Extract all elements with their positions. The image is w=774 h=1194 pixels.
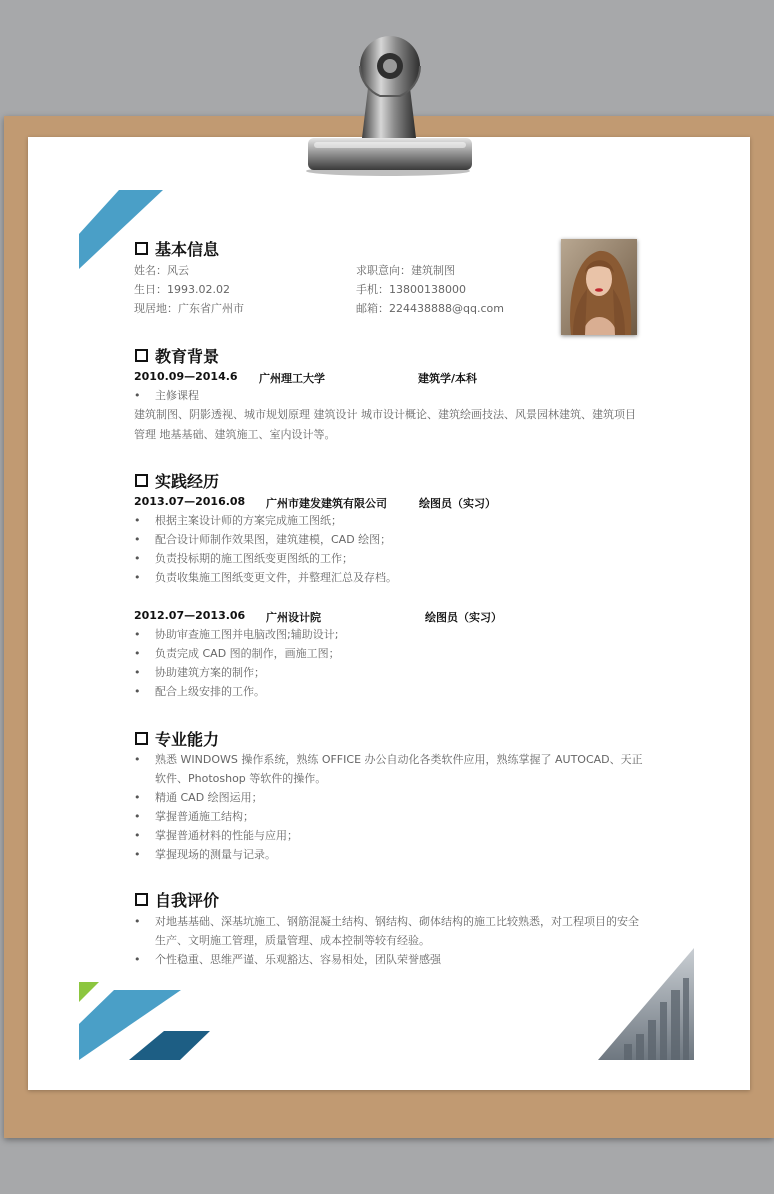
list-item: • 根据主案设计师的方案完成施工图纸； [134, 511, 397, 530]
list-item: • 掌握普通施工结构； [134, 807, 643, 826]
skills-list [134, 750, 643, 864]
section-skills-title: 专业能力 [135, 727, 219, 750]
section-practice-title: 实践经历 [135, 469, 219, 492]
phone-text: 手机：13800138000 [356, 283, 466, 296]
list-item: • 协助建筑方案的制作； [134, 663, 340, 682]
email-text: 邮箱：224438888@qq.com [356, 302, 504, 315]
job1-role: 绘图员（实习） [419, 497, 496, 510]
section-self-title: 自我评价 [135, 888, 219, 911]
job2-duties [134, 625, 340, 701]
section-basic-title: 基本信息 [135, 237, 219, 260]
edu-courses-list [134, 386, 199, 405]
checkbox-square-icon [135, 732, 148, 745]
list-item: • 配合设计师制作效果图，建筑建模，CAD 绘图； [134, 530, 397, 549]
list-item: • 负责投标期的施工图纸变更图纸的工作； [134, 549, 397, 568]
edu-courses-text: 建筑制图、阴影透视、城市规划原理 建筑设计 城市设计概论、建筑绘画技法、风景园林建筑、建筑项目 管理 地基基础、建筑施工、室内设计等。 [134, 408, 636, 441]
list-item: • 掌握普通材料的性能与应用； [134, 826, 643, 845]
birth-text: 生日：1993.02.02 [134, 283, 230, 296]
checkbox-square-icon [135, 893, 148, 906]
job1-company: 广州市建发建筑有限公司 [266, 497, 387, 510]
job1-period: 2013.07—2016.08 [134, 495, 246, 508]
self-eval-list [134, 912, 639, 969]
list-item: • 对地基基础、深基坑施工、钢筋混凝土结构、钢结构、砌体结构的施工比较熟悉，对工程项目的安全 生产、文明施工管理，质量管理、成本控制等较有经验。 [134, 912, 639, 950]
checkbox-square-icon [135, 349, 148, 362]
section-education-title: 教育背景 [135, 344, 219, 367]
list-item: • 负责完成 CAD 图的制作，画施工图； [134, 644, 340, 663]
name-text: 姓名：风云 [134, 264, 189, 277]
list-item: • 协助审查施工图并电脑改图;辅助设计; [134, 625, 340, 644]
list-item: • 负责收集施工图纸变更文件，并整理汇总及存档。 [134, 568, 397, 587]
list-item: • 掌握现场的测量与记录。 [134, 845, 643, 864]
list-item: • 熟悉 WINDOWS 操作系统，熟练 OFFICE 办公自动化各类软件应用，熟练掌握了 AUTOCAD、天正 软件、Photoshop 等软件的操作。 [134, 750, 643, 788]
resume-paper [28, 137, 750, 1090]
list-item: • 配合上级安排的工作。 [134, 682, 340, 701]
job2-role: 绘图员（实习） [425, 611, 502, 624]
job2-period: 2012.07—2013.06 [134, 609, 246, 622]
bottom-right-city-image [588, 942, 708, 1067]
list-item: • 主修课程 [134, 386, 199, 405]
edu-period: 2010.09—2014.6 [134, 370, 238, 383]
checkbox-square-icon [135, 474, 148, 487]
job2-company: 广州设计院 [266, 611, 321, 624]
list-item: • 个性稳重、思维严谨、乐观豁达、容易相处，团队荣誉感强 [134, 950, 639, 969]
job1-duties [134, 511, 397, 587]
checkbox-square-icon [135, 242, 148, 255]
binder-clip [290, 26, 480, 176]
address-text: 现居地：广东省广州市 [134, 302, 244, 315]
intent-text: 求职意向：建筑制图 [356, 264, 455, 277]
edu-school: 广州理工大学 [259, 372, 325, 385]
list-item: • 精通 CAD 绘图运用； [134, 788, 643, 807]
bottom-left-stripes [28, 972, 228, 1072]
edu-degree: 建筑学/本科 [418, 372, 478, 385]
profile-photo [561, 239, 637, 335]
